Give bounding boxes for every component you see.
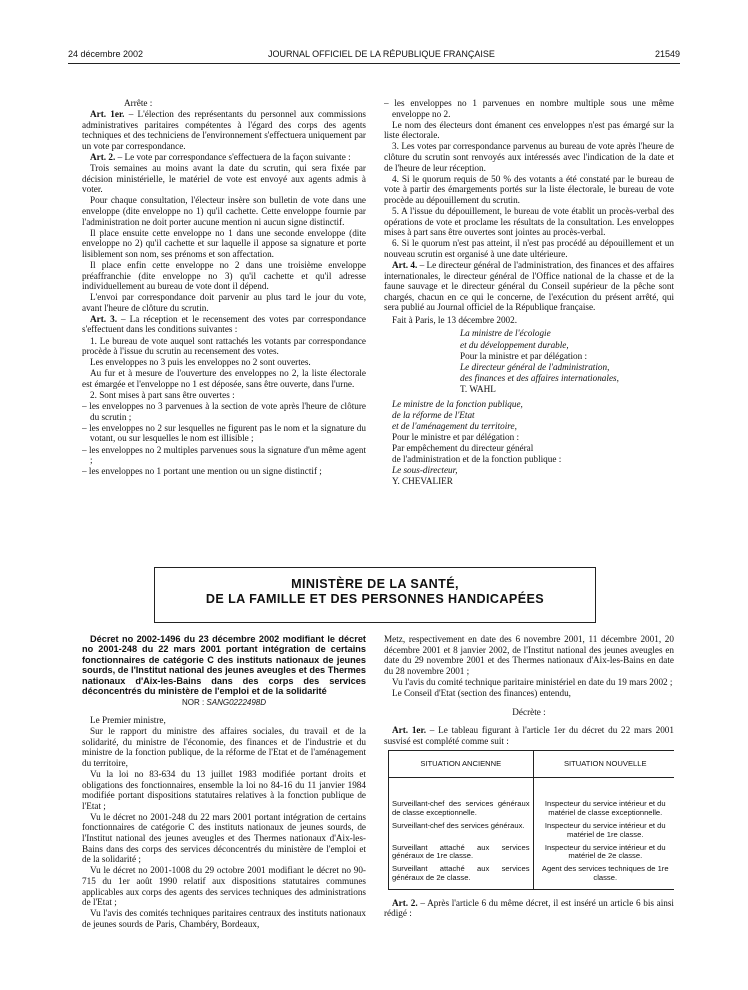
paragraph: Au fur et à mesure de l'ouverture des enveloppes no 2, la liste électorale est émargée et l'enveloppe no 1 est déposée, sans être ouverte, dans l'urne. xyxy=(82,368,366,389)
header-page-number: 21549 xyxy=(654,49,680,59)
article-1: Art. 1er. – L'élection des représentants du personnel aux commissions administratives paritaires compétentes à l'égard des corps des agents techniques et des techniciens de l'environnement s'effectuera uniquement par un vote par correspondance. xyxy=(82,109,366,151)
article-1: Art. 1er. – Le tableau figurant à l'article 1er du décret du 22 mars 2001 susvisé est complété comme suit : xyxy=(384,725,674,746)
situation-table xyxy=(388,750,674,889)
arrete-heading: Arrête : xyxy=(124,98,153,108)
ministry-banner-line2: DE LA FAMILLE ET DES PERSONNES HANDICAPÉES xyxy=(205,592,545,606)
paragraph: Vu la loi no 83-634 du 13 juillet 1983 modifiée portant droits et obligations des fonctionnaires, ensemble la loi no 84-16 du 11 janvier 1984 modifiée portant dispositions statutaires relatives à la fonction publique de l'Etat ; xyxy=(82,769,366,811)
paragraph: Vu le décret no 2001-1008 du 29 octobre 2001 modifiant le décret no 90-715 du 1er août 1990 relatif aux dispositions statutaires communes applicables aux corps des agents des services techniques des administrations de l'Etat ; xyxy=(82,865,366,908)
page-header xyxy=(68,49,680,61)
list-item: – les enveloppes no 2 multiples parvenues sous la signature d'un même agent ; xyxy=(82,444,366,466)
paragraph: Sur le rapport du ministre des affaires sociales, du travail et de la solidarité, du ministre de l'économie, des finances et de l'industrie et du ministre de la fonction publique, de la réforme de l'Etat et de l'aménagement du territoire, xyxy=(82,726,366,768)
article-4: Art. 4. – Le directeur général de l'administration, des finances et des affaires internationales, le directeur général de l'Office national de la chasse et de la faune sauvage et le directeur général du Conseil supérieur de la pêche sont chargés, chacun en ce qui le concerne, de l'exécution du présent arrêté, qui sera publié au Journal officiel de la République française. xyxy=(384,259,674,313)
paragraph: Vu l'avis des comités techniques paritaires centraux des instituts nationaux de jeunes sourds de Paris, Chambéry, Bordeaux, xyxy=(82,908,366,929)
table-row xyxy=(389,863,675,889)
article-3: Art. 3. – La réception et le recensement des votes par correspondance s'effectuent dans les conditions suivantes : xyxy=(82,313,366,335)
paragraph: Metz, respectivement en date des 6 novembre 2001, 11 décembre 2001, 20 décembre 2001 et 8 janvier 2002, de l'Institut national des jeunes aveugles en date du 29 novembre 2001 et des Thermes nationaux d'Aix-les-Bains en date du 28 novembre 2001 ; xyxy=(384,634,674,676)
table-header-old: SITUATION ANCIENNE xyxy=(389,751,534,778)
signature-date: Fait à Paris, le 13 décembre 2002. xyxy=(392,314,518,325)
list-item: – les enveloppes no 2 sur lesquelles ne figurent pas le nom et la signature du votant, ou sur lesquelles le nom est illisible ; xyxy=(82,422,366,444)
list-item: – les enveloppes no 1 parvenues en nombre multiple sous une même enveloppe no 2. xyxy=(384,98,674,119)
table-row xyxy=(389,842,675,864)
paragraph: Le Premier ministre, xyxy=(90,715,166,726)
table-header-new: SITUATION NOUVELLE xyxy=(533,751,674,778)
paragraph: Pour chaque consultation, l'électeur insère son bulletin de vote dans une enveloppe (dite enveloppe no 1) qu'il cachette. Cette enveloppe fournie par l'administration ne doit porter aucune mention ni aucun signe distinctif. xyxy=(82,195,366,227)
nor-reference: NOR : SANG0222498D xyxy=(181,698,267,708)
paragraph: Il place enfin cette enveloppe no 2 dans une troisième enveloppe préaffranchie (dite enveloppe no 3) qu'il cachette et qu'il adresse individuellement au bureau de vote dont il dépend. xyxy=(82,259,366,292)
list-item: – les enveloppes no 1 portant une mention ou un signe distinctif ; xyxy=(82,466,322,477)
left-top-column xyxy=(82,98,366,553)
paragraph: 4. Si le quorum requis de 50 % des votants a été constaté par le bureau de vote à partir des émargements portés sur la liste électorale, le bureau de vote procède au dépouillement du scrutin. xyxy=(384,173,674,205)
article-2: Art. 2. – Après l'article 6 du même décret, il est inséré un article 6 bis ainsi rédigé : xyxy=(384,897,674,919)
paragraph: Le Conseil d'Etat (section des finances) entendu, xyxy=(392,687,571,698)
table-cell: Agent des services techniques de 1re classe. xyxy=(533,863,674,889)
paragraph: 2. Sont mises à part sans être ouvertes : xyxy=(90,390,235,401)
right-bottom-column xyxy=(384,634,674,980)
ministry-banner-line1: MINISTÈRE DE LA SANTÉ, xyxy=(291,577,459,591)
table-row xyxy=(389,820,675,842)
paragraph: Vu l'avis du comité technique paritaire ministériel en date du 19 mars 2002 ; xyxy=(392,676,673,687)
table-cell: Inspecteur du service intérieur et du matériel de classe exceptionnelle. xyxy=(533,778,674,820)
paragraph: Le nom des électeurs dont émanent ces enveloppes n'est pas émargé sur la liste électorale. xyxy=(384,119,674,141)
left-bottom-column xyxy=(82,634,366,980)
signature-block-public-service: Le ministre de la fonction publique, de la réforme de l'Etat et de l'aménagement du territoire, Pour le ministre et par délégation : Par empêchement du directeur général de l'administration et de la fonction publique : Le sous-directeur, Y. CHEVALIER xyxy=(392,398,562,487)
decrete-heading: Décrète : xyxy=(512,706,546,717)
ministry-banner xyxy=(154,567,596,623)
table-row xyxy=(389,778,675,820)
paragraph: Il place ensuite cette enveloppe no 1 dans une seconde enveloppe (dite enveloppe no 2) qu'il cachette et sur laquelle il appose sa signature et porte lisiblement son nom, ses prénoms et son affectation. xyxy=(82,227,366,259)
header-journal-title: JOURNAL OFFICIEL DE LA RÉPUBLIQUE FRANÇAISE xyxy=(268,49,495,59)
table-cell: Inspecteur du service intérieur et du matériel de 2e classe. xyxy=(533,842,674,864)
list-item: – les enveloppes no 3 parvenues à la section de vote après l'heure de clôture du scrutin ; xyxy=(82,401,366,422)
paragraph: 5. A l'issue du dépouillement, le bureau de vote établit un procès-verbal des opérations de vote et proclame les résultats de la consultation. Les enveloppes mises à part sans être ouvertes sont jointes au procès-verbal. xyxy=(384,205,674,238)
article-2: Art. 2. – Le vote par correspondance s'effectuera de la façon suivante : xyxy=(90,151,351,162)
decree-title: Décret no 2002-1496 du 23 décembre 2002 modifiant le décret no 2001-248 du 22 mars 2001 portant intégration de certains fonctionnaires de catégorie C des instituts nationaux de jeunes sourds, de l'Institut national des jeunes aveugles et des Thermes nationaux d'Aix-les-Bains dans des corps des services déconcentrés du ministère de l'emploi et de la solidarité xyxy=(82,634,366,697)
paragraph: L'envoi par correspondance doit parvenir au plus tard le jour du vote, avant l'heure de clôture du scrutin. xyxy=(82,292,366,313)
paragraph: 1. Le bureau de vote auquel sont rattachés les votants par correspondance procède à l'issue du scrutin au recensement des votes. xyxy=(82,335,366,357)
table-cell: Surveillant-chef des services généraux. xyxy=(389,820,534,842)
header-date: 24 décembre 2002 xyxy=(68,49,144,59)
paragraph: 6. Si le quorum n'est pas atteint, il n'est pas procédé au dépouillement et un nouveau scrutin est organisé à une date ultérieure. xyxy=(384,238,674,259)
paragraph: 3. Les votes par correspondance parvenus au bureau de vote après l'heure de clôture du scrutin sont renvoyés aux intéressés avec l'indication de la date et de l'heure de leur réception. xyxy=(384,141,674,173)
table-cell: Surveillant-chef des services généraux de classe exceptionnelle. xyxy=(389,778,534,820)
paragraph: Vu le décret no 2001-248 du 22 mars 2001 portant intégration de certains fonctionnaires de catégorie C des instituts nationaux de jeunes sourds, de l'Institut national des jeunes aveugles et des Thermes nationaux d'Aix-les-Bains dans des corps des services déconcentrés du ministère de l'emploi et de la solidarité ; xyxy=(82,811,366,865)
header-rule xyxy=(68,63,680,64)
table-cell: Surveillant attaché aux services généraux de 1re classe. xyxy=(389,842,534,864)
signature-block-ecology: La ministre de l'écologie et du développement durable, Pour la ministre et par délégation : Le directeur général de l'administration, des finances et des affaires internationales, T. WAHL xyxy=(460,328,619,394)
paragraph: Les enveloppes no 3 puis les enveloppes no 2 sont ouvertes. xyxy=(90,357,311,368)
right-top-column xyxy=(384,98,674,553)
paragraph: Trois semaines au moins avant la date du scrutin, qui sera fixée par décision ministérielle, le matériel de vote est envoyé aux agents admis à voter. xyxy=(82,163,366,195)
table-cell: Inspecteur du service intérieur et du matériel de 1re classe. xyxy=(533,820,674,842)
table-cell: Surveillant attaché aux services généraux de 2e classe. xyxy=(389,863,534,889)
